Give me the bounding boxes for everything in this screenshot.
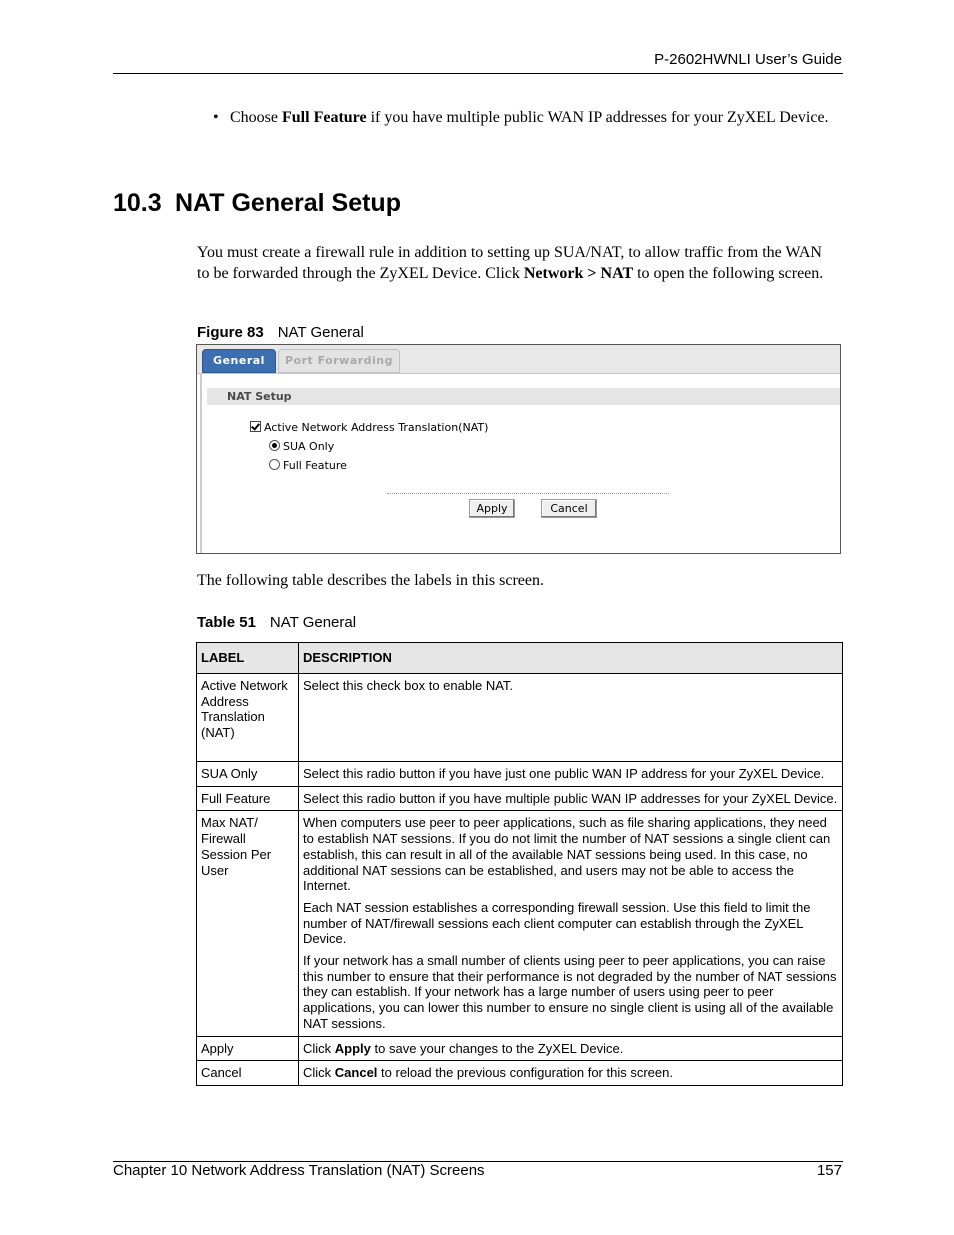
row-label: Apply [197, 1036, 299, 1061]
row-label: Cancel [197, 1061, 299, 1086]
full-feature-radio[interactable] [269, 459, 280, 470]
section-number: 10.3 [113, 189, 162, 217]
intro-bold-path: Network > NAT [523, 265, 634, 282]
intro-paragraph: You must create a firewall rule in addition to setting up SUA/NAT, to allow traffic from the WAN to be forwarded through the ZyXEL Device. Click Network > NAT to open the following screen. [197, 244, 824, 282]
row-description: Select this check box to enable NAT. [299, 674, 843, 762]
page-number: 157 [816, 1162, 842, 1179]
row-label: SUA Only [197, 762, 299, 787]
table-header-row [197, 643, 843, 674]
table-row [197, 811, 843, 1036]
tab-general[interactable]: General [202, 349, 276, 373]
apply-button[interactable]: Apply [469, 499, 515, 518]
tab-bar [197, 345, 840, 374]
full-feature-label: Full Feature [283, 459, 347, 472]
row-description: Select this radio button if you have multiple public WAN IP addresses for your ZyXEL Device. [299, 786, 843, 811]
dotted-divider [387, 493, 669, 494]
table-row [197, 1036, 843, 1061]
row-description: Click Apply to save your changes to the ZyXEL Device. [299, 1036, 843, 1061]
section-heading [113, 189, 401, 218]
header-rule [113, 73, 843, 74]
row-label: Full Feature [197, 786, 299, 811]
following-text: The following table describes the labels in this screen. [197, 572, 545, 589]
table-row [197, 762, 843, 787]
bullet-bold-term: Full Feature [282, 109, 367, 126]
guide-title: P-2602HWNLI User’s Guide [654, 51, 842, 68]
row-label: Max NAT/ Firewall Session Per User [197, 811, 299, 1036]
bullet-symbol: • [213, 109, 219, 126]
active-nat-label: Active Network Address Translation(NAT) [264, 421, 489, 434]
figure-caption: Figure 83 NAT General [197, 324, 364, 341]
table-row [197, 674, 843, 762]
nat-general-table [196, 642, 843, 1086]
row-description: Select this radio button if you have just one public WAN IP address for your ZyXEL Device. [299, 762, 843, 787]
nat-general-screenshot [196, 344, 841, 554]
row-label: Active Network Address Translation (NAT) [197, 674, 299, 762]
table-row [197, 1061, 843, 1086]
row-description: When computers use peer to peer applications, such as file sharing applications, they need to establish NAT sessions. If you do not limit the number of NAT sessions a single client can establish, this can result in all of the available NAT sessions being used. In this case, no additional NAT sessions can be established, and users may not be able to access the Internet. Each NAT session establishes a corresponding firewall session. Use this field to limit the number of NAT/firewall sessions each client computer can establish through the ZyXEL Device. If your network has a small number of clients using peer to peer applications, you can raise this number to ensure that their performance is not degraded by the number of NAT sessions they can establish. If your network has a large number of users using peer to peer applications, you can lower this number to ensure no single client is using all of the available NAT sessions. [299, 811, 843, 1036]
bullet-text: Choose Full Feature if you have multiple public WAN IP addresses for your ZyXEL Device. [230, 109, 829, 126]
nat-setup-label: NAT Setup [227, 390, 292, 403]
header-label: LABEL [197, 643, 299, 674]
active-nat-checkbox[interactable] [250, 421, 261, 432]
tab-port-forwarding[interactable]: Port Forwarding [278, 349, 400, 373]
nat-setup-bar [207, 388, 840, 405]
table-row [197, 786, 843, 811]
cancel-button[interactable]: Cancel [541, 499, 597, 518]
header-description: DESCRIPTION [299, 643, 843, 674]
row-description: Click Cancel to reload the previous configuration for this screen. [299, 1061, 843, 1086]
table-caption: Table 51 NAT General [197, 614, 357, 631]
footer-chapter: Chapter 10 Network Address Translation (NAT) Screens [113, 1162, 485, 1179]
frame-edge [200, 373, 202, 553]
sua-only-label: SUA Only [283, 440, 335, 453]
sua-only-radio[interactable] [269, 440, 280, 451]
section-title: NAT General Setup [175, 189, 401, 217]
